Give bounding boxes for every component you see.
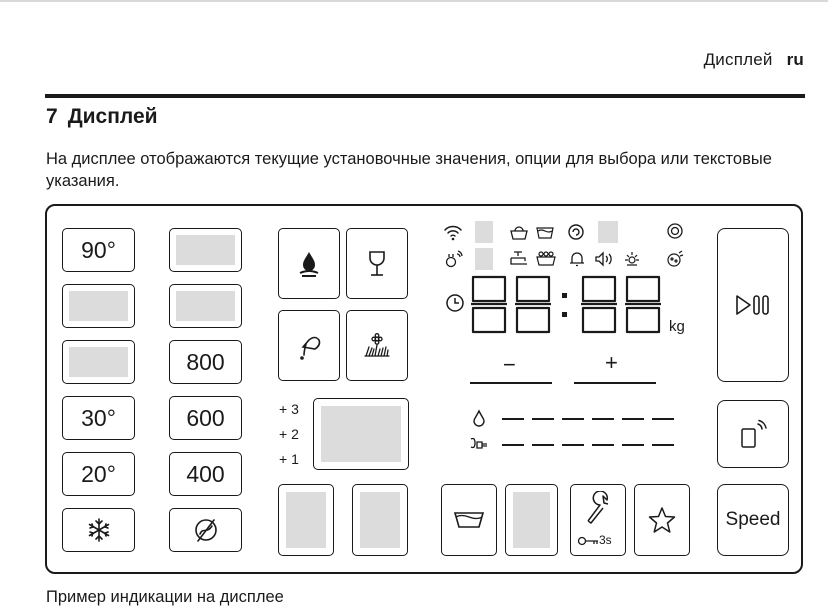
snowflake-icon bbox=[86, 517, 112, 543]
level-2-label: + 2 bbox=[279, 426, 299, 442]
blank-fill bbox=[513, 492, 550, 548]
weight-unit-label: kg bbox=[669, 318, 685, 335]
top-divider bbox=[0, 0, 828, 2]
header-rule bbox=[45, 94, 805, 98]
blank-fill bbox=[321, 406, 401, 462]
level-button[interactable] bbox=[313, 398, 409, 470]
stain-button[interactable] bbox=[346, 310, 408, 381]
play-pause-icon bbox=[734, 294, 772, 316]
basket-icon bbox=[509, 223, 529, 244]
tub-bubbles-icon bbox=[535, 251, 557, 270]
display-panel bbox=[45, 204, 803, 574]
spin-spiral-icon bbox=[567, 223, 585, 244]
wash-tub-icon bbox=[453, 510, 485, 530]
bottom-blank-button-1[interactable] bbox=[278, 484, 334, 556]
temp-20-button[interactable] bbox=[62, 452, 135, 496]
energy-bar-2 bbox=[532, 444, 554, 446]
section-title: Дисплей bbox=[67, 105, 158, 128]
remote-start-button[interactable] bbox=[717, 400, 789, 468]
no-spin-icon bbox=[191, 515, 221, 545]
spin-600-label: 600 bbox=[186, 404, 225, 431]
blank-fill bbox=[69, 291, 128, 321]
water-bar-2 bbox=[532, 418, 554, 420]
level-3-label: + 3 bbox=[279, 401, 299, 417]
water-bar-3 bbox=[562, 418, 584, 420]
speed-label: Speed bbox=[725, 509, 781, 530]
header-language: ru bbox=[786, 50, 804, 69]
phone-remote-icon bbox=[739, 419, 767, 449]
spin-600-button[interactable] bbox=[169, 396, 242, 440]
blank-fill bbox=[360, 492, 400, 548]
temp-30-button[interactable] bbox=[62, 396, 135, 440]
water-drop-icon bbox=[296, 249, 322, 279]
hold-time-label: 3s bbox=[599, 533, 612, 547]
minus-label: − bbox=[503, 352, 516, 377]
grass-flower-icon bbox=[362, 331, 392, 361]
key-icon bbox=[577, 536, 599, 546]
blank-fill bbox=[69, 347, 128, 377]
time-digits bbox=[469, 274, 669, 336]
energy-bar-3 bbox=[562, 444, 584, 446]
section-number: 7 bbox=[46, 105, 58, 128]
clock-icon bbox=[445, 293, 465, 316]
blank-fill bbox=[176, 235, 235, 265]
energy-bar-4 bbox=[592, 444, 614, 446]
tub-wash-icon bbox=[535, 224, 555, 243]
plus-label: + bbox=[605, 350, 618, 375]
plug-signal-icon bbox=[445, 250, 463, 271]
energy-consumption-icon bbox=[469, 435, 489, 456]
indicator-block-3 bbox=[598, 221, 618, 243]
header-section: Дисплей bbox=[703, 50, 773, 69]
temp-blank-button-2[interactable] bbox=[62, 340, 135, 384]
prewash-button[interactable] bbox=[278, 310, 340, 381]
plus-line bbox=[574, 382, 656, 384]
temp-90-button[interactable] bbox=[62, 228, 135, 272]
indicator-block-1 bbox=[475, 221, 493, 243]
speaker-icon bbox=[594, 250, 616, 271]
favorite-button[interactable] bbox=[634, 484, 690, 556]
temp-20-label: 20° bbox=[81, 460, 116, 487]
indicator-block-2 bbox=[475, 248, 493, 270]
no-spin-button[interactable] bbox=[169, 508, 242, 552]
settings-button[interactable] bbox=[570, 484, 626, 556]
star-icon bbox=[647, 505, 677, 535]
spin-400-button[interactable] bbox=[169, 452, 242, 496]
water-plus-button[interactable] bbox=[278, 228, 340, 299]
energy-bar-6 bbox=[652, 444, 674, 446]
temp-30-label: 30° bbox=[81, 404, 116, 431]
water-bar-5 bbox=[622, 418, 644, 420]
blank-fill bbox=[176, 291, 235, 321]
basin-button[interactable] bbox=[441, 484, 497, 556]
temp-90-label: 90° bbox=[81, 236, 116, 263]
start-pause-button[interactable] bbox=[717, 228, 789, 382]
intro-paragraph: На дисплее отображаются текущие установочные значения, опции для выбора или текстовые указания. bbox=[46, 150, 772, 190]
water-consumption-icon bbox=[471, 409, 487, 430]
bottom-blank-button-3[interactable] bbox=[505, 484, 558, 556]
bottom-blank-button-2[interactable] bbox=[352, 484, 408, 556]
energy-bar-5 bbox=[622, 444, 644, 446]
spin-400-label: 400 bbox=[186, 460, 225, 487]
sun-icon bbox=[622, 250, 642, 271]
water-bar-4 bbox=[592, 418, 614, 420]
spin-blank-button-1[interactable] bbox=[169, 228, 242, 272]
minus-line bbox=[470, 382, 552, 384]
temp-blank-button-1[interactable] bbox=[62, 284, 135, 328]
page-header bbox=[704, 50, 804, 70]
water-bar-6 bbox=[652, 418, 674, 420]
wine-glass-icon bbox=[366, 249, 388, 279]
drum-clean-icon bbox=[665, 222, 685, 243]
energy-bar-1 bbox=[502, 444, 524, 446]
wrench-icon bbox=[583, 491, 613, 525]
spin-800-label: 800 bbox=[186, 348, 225, 375]
delicate-button[interactable] bbox=[346, 228, 408, 299]
svg-text:88:88: 88:88 bbox=[469, 274, 472, 275]
speed-button[interactable] bbox=[717, 484, 789, 556]
blank-fill bbox=[286, 492, 326, 548]
bell-icon bbox=[568, 250, 586, 271]
section-heading bbox=[46, 105, 158, 129]
sensor-icon bbox=[665, 250, 685, 271]
water-bar-1 bbox=[502, 418, 524, 420]
tap-icon bbox=[509, 250, 529, 271]
level-1-label: + 1 bbox=[279, 451, 299, 467]
spin-800-button[interactable] bbox=[169, 340, 242, 384]
spin-blank-button-2[interactable] bbox=[169, 284, 242, 328]
cold-button[interactable] bbox=[62, 508, 135, 552]
figure-caption: Пример индикации на дисплее bbox=[46, 588, 284, 606]
wifi-icon bbox=[443, 223, 463, 244]
shower-icon bbox=[295, 331, 323, 361]
